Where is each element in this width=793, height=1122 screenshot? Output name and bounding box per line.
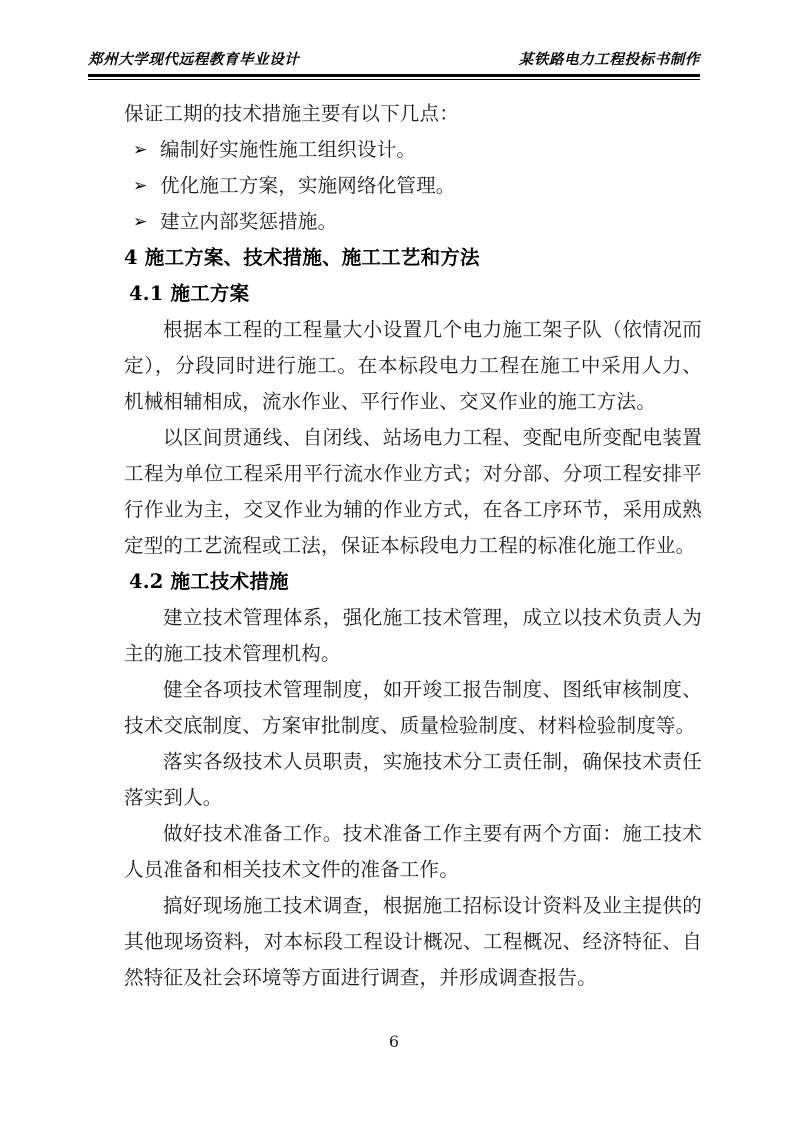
- section-heading-4: [124, 240, 702, 276]
- list-item-label: 优化施工方案，实施网络化管理。: [160, 174, 456, 197]
- paragraph-4-2-3: 落实各级技术人员职责，实施技术分工责任制，确保技术责任落实到人。: [124, 750, 702, 809]
- section-heading-4-1-number: 4.1: [129, 282, 164, 305]
- document-body: [124, 96, 702, 996]
- section-heading-4-title: 施工方案、技术措施、施工工艺和方法: [144, 246, 480, 269]
- page-footer: [88, 1032, 700, 1051]
- section-heading-4-2-number: 4.2: [129, 570, 164, 593]
- page-header: [88, 48, 700, 82]
- header-right-text: 某铁路电力工程投标书制作: [518, 51, 700, 68]
- section-heading-4-2-title: 施工技术措施: [170, 570, 289, 593]
- list-item: [124, 168, 702, 204]
- paragraph-4-1-1: 根据本工程的工程量大小设置几个电力施工架子队（依情况而定），分段同时进行施工。在本标段电力工程在施工中采用人力、机械相辅相成，流水作业、平行作业、交叉作业的施工方法。: [124, 318, 702, 413]
- header-left-text: 郑州大学现代远程教育毕业设计: [88, 51, 300, 68]
- list-item: [124, 132, 702, 168]
- section-heading-4-1: [124, 276, 702, 312]
- page-number: 6: [388, 1032, 400, 1051]
- header-row: [88, 48, 700, 69]
- list-item-label: 编制好实施性施工组织设计。: [160, 138, 417, 161]
- paragraph-4-2-2: 健全各项技术管理制度，如开竣工报告制度、图纸审核制度、技术交底制度、方案审批制度、质量检验制度、材料检验制度等。: [124, 678, 702, 737]
- paragraph-4-2-5: 搞好现场施工技术调查，根据施工招标设计资料及业主提供的其他现场资料，对本标段工程设计概况、工程概况、经济特征、自然特征及社会环境等方面进行调查，并形成调查报告。: [124, 894, 702, 989]
- header-rule-thin: [88, 79, 700, 80]
- section-heading-4-2: [124, 564, 702, 600]
- header-rule-thick: [88, 74, 700, 77]
- paragraph-4-1-2: 以区间贯通线、自闭线、站场电力工程、变配电所变配电装置工程为单位工程采用平行流水作业方式；对分部、分项工程安排平行作业为主，交叉作业为辅的作业方式，在各工序环节，采用成熟定型的工艺流程或工法，保证本标段电力工程的标准化施工作业。: [124, 426, 702, 557]
- arrowhead-bullet-icon: ➢: [133, 212, 148, 232]
- arrowhead-bullet-icon: ➢: [133, 176, 148, 196]
- paragraph-4-2-1: 建立技术管理体系，强化施工技术管理，成立以技术负责人为主的施工技术管理机构。: [124, 606, 702, 665]
- section-heading-4-number: 4: [124, 246, 138, 269]
- list-item: [124, 204, 702, 240]
- arrowhead-bullet-icon: ➢: [133, 140, 148, 160]
- intro-paragraph: 保证工期的技术措施主要有以下几点：: [124, 102, 459, 125]
- measures-bullet-list: [124, 132, 702, 240]
- section-heading-4-1-title: 施工方案: [170, 282, 250, 305]
- paragraph-4-2-4: 做好技术准备工作。技术准备工作主要有两个方面：施工技术人员准备和相关技术文件的准备工作。: [124, 822, 702, 881]
- list-item-label: 建立内部奖惩措施。: [160, 210, 338, 233]
